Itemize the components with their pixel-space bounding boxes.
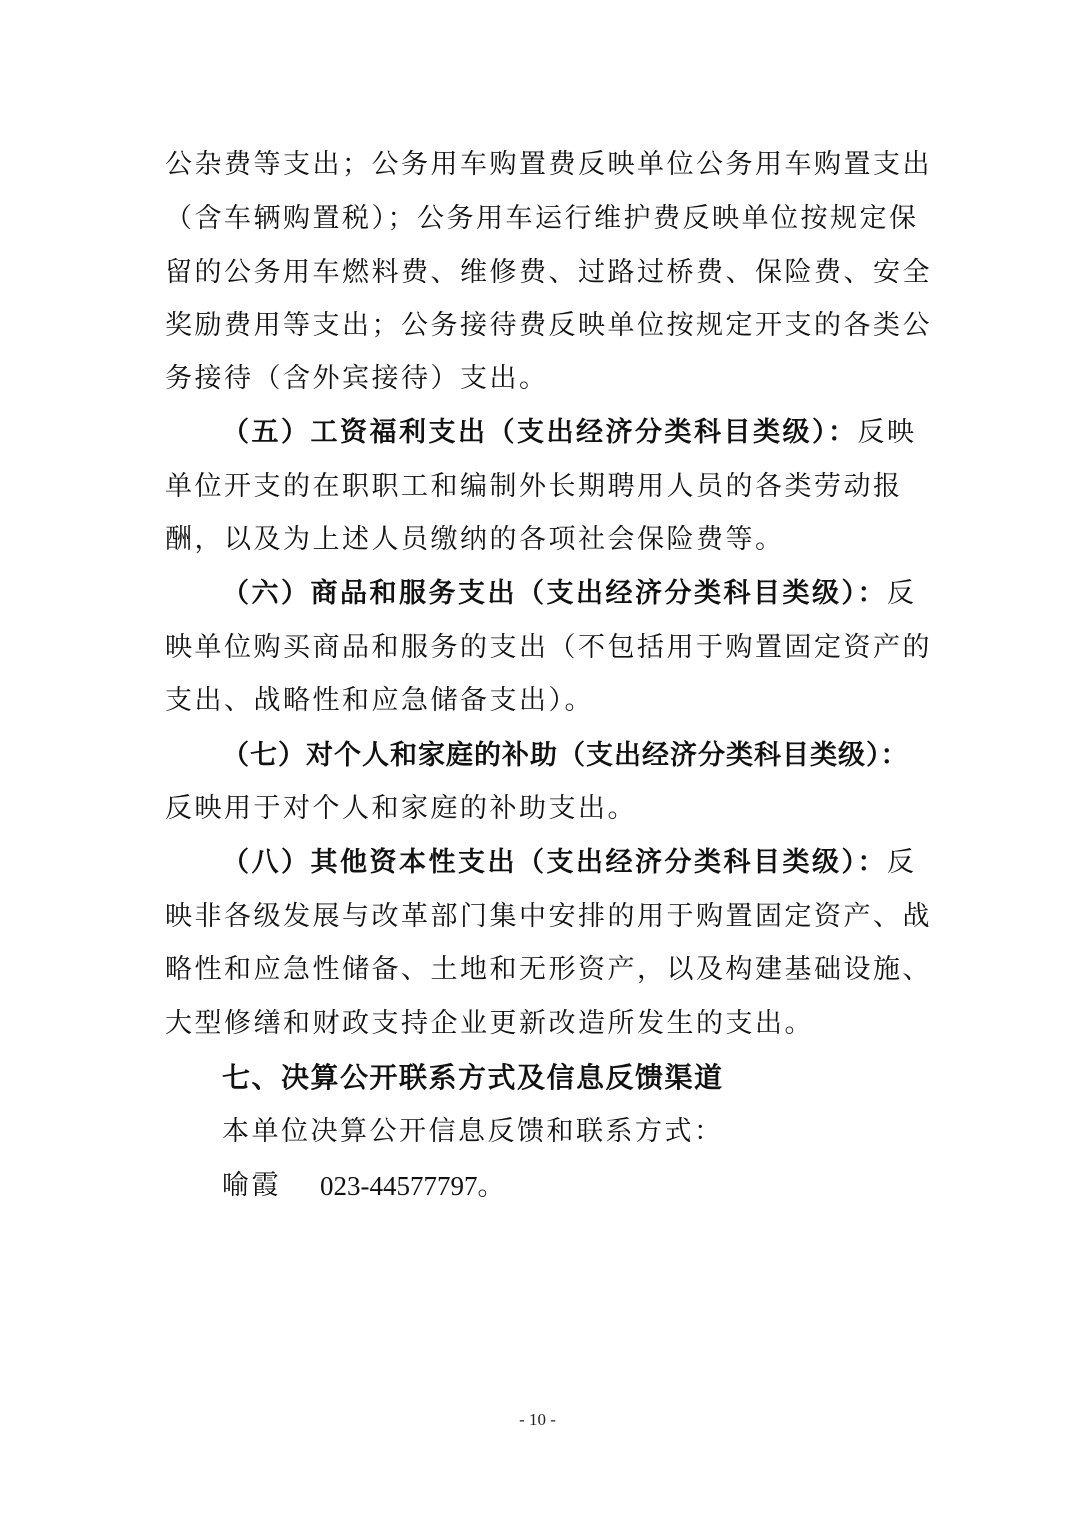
item8-title: （八）其他资本性支出（支出经济分类科目类级）：	[222, 847, 887, 878]
item5-title: （五）工资福利支出（支出经济分类科目类级）：	[222, 417, 858, 448]
section7-intro: 本单位决算公开信息反馈和联系方式：	[222, 1116, 724, 1147]
paragraph-line: 单位开支的在职职工和编制外长期聘用人员的各类劳动报	[165, 471, 903, 502]
paragraph-line: 映单位购买商品和服务的支出（不包括用于购置固定资产的	[165, 632, 932, 663]
paragraph-line: 映非各级发展与改革部门集中安排的用于购置固定资产、战	[165, 901, 932, 932]
item8-first-line	[222, 843, 922, 883]
item7-title: （七）对个人和家庭的补助（支出经济分类科目类级）：	[222, 740, 909, 771]
page-number: - 10 -	[519, 1410, 556, 1429]
paragraph-line: 反映用于对个人和家庭的补助支出。	[165, 793, 637, 824]
item6-first-tail: 反	[887, 578, 917, 609]
paragraph-line: 务接待（含外宾接待）支出。	[165, 363, 549, 394]
section7-heading: 七、决算公开联系方式及信息反馈渠道	[222, 1061, 724, 1094]
paragraph-line: 大型修缮和财政支持企业更新改造所发生的支出。	[165, 1008, 814, 1039]
paragraph-line: 酬，以及为上述人员缴纳的各项社会保险费等。	[165, 524, 785, 555]
item6-title: （六）商品和服务支出（支出经济分类科目类级）：	[222, 578, 887, 609]
paragraph-line: （含车辆购置税）；公务用车运行维护费反映单位按规定保	[165, 203, 919, 234]
item5-first-line	[222, 413, 922, 453]
paragraph-line: 支出、战略性和应急储备支出）。	[165, 685, 594, 716]
paragraph-line: 公杂费等支出；公务用车购置费反映单位公务用车购置支出	[165, 149, 932, 180]
contact-phone: 023-44577797。	[320, 1171, 505, 1201]
paragraph-line: 奖励费用等支出；公务接待费反映单位按规定开支的各类公	[165, 310, 932, 341]
paragraph-line: 略性和应急性储备、土地和无形资产，以及构建基础设施、	[165, 954, 932, 985]
item8-first-tail: 反	[887, 847, 917, 878]
item5-first-tail: 反映	[857, 417, 917, 448]
item7-first-line	[222, 736, 922, 776]
contact-name: 喻霞	[222, 1170, 281, 1201]
paragraph-line: 留的公务用车燃料费、维修费、过路过桥费、保险费、安全	[165, 257, 932, 288]
item6-first-line	[222, 574, 922, 614]
